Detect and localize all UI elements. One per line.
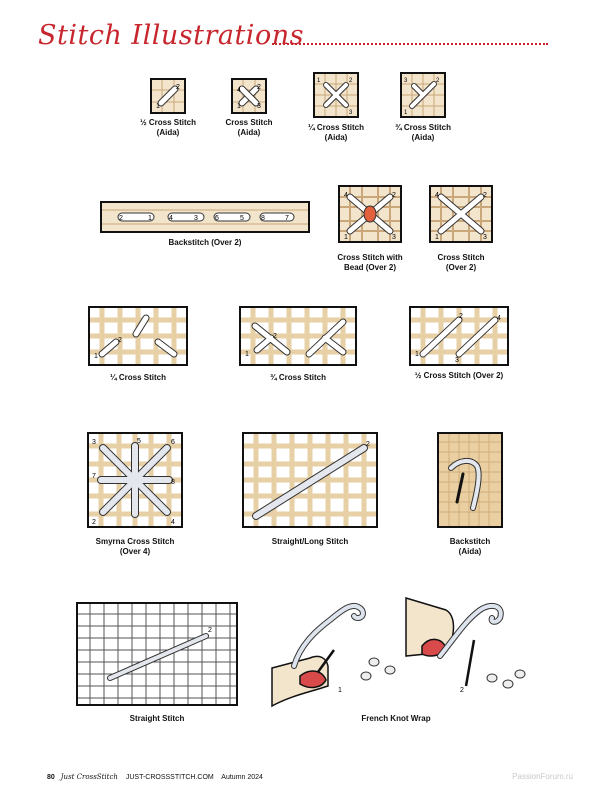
caption-straight-long: Straight/Long Stitch	[271, 537, 349, 546]
label-2: 2	[176, 84, 180, 91]
svg-text:2: 2	[349, 78, 353, 84]
caption-quarter-cross-aida: ¼ Cross Stitch (Aida)	[307, 123, 364, 142]
svg-text:2: 2	[366, 441, 370, 448]
magazine-brand: Just CrossStitch	[60, 773, 118, 781]
svg-text:3: 3	[404, 78, 408, 84]
svg-text:1: 1	[435, 234, 439, 241]
svg-text:1: 1	[148, 215, 152, 222]
half-cross-aida-illustration	[150, 78, 186, 114]
svg-text:2: 2	[392, 192, 396, 199]
page-footer	[47, 773, 263, 781]
svg-text:1: 1	[415, 351, 419, 358]
svg-text:5: 5	[137, 438, 141, 445]
caption-three-quarter-cross-linen: ¾ Cross Stitch	[269, 373, 326, 382]
page-number: 80	[47, 774, 55, 781]
svg-text:2: 2	[273, 333, 277, 340]
backstitch-over2-illustration	[100, 201, 310, 233]
caption-cross-aida: Cross Stitch (Aida)	[225, 118, 273, 137]
half-cross-over2-illustration	[409, 306, 509, 366]
svg-text:1: 1	[94, 353, 98, 360]
svg-text:6: 6	[215, 215, 219, 222]
svg-text:1: 1	[404, 110, 408, 116]
straight-stitch-illustration	[76, 602, 238, 706]
caption-quarter-cross-linen: ¼ Cross Stitch	[109, 373, 166, 382]
svg-text:3: 3	[194, 215, 198, 222]
title-dotted-rule	[272, 43, 548, 45]
svg-text:2: 2	[119, 215, 123, 222]
svg-text:4: 4	[497, 315, 501, 322]
svg-text:3: 3	[92, 439, 96, 446]
three-quarter-cross-aida-illustration	[400, 72, 446, 118]
svg-text:6: 6	[171, 439, 175, 446]
page-title: Stitch Illustrations	[38, 20, 304, 51]
straight-long-illustration	[242, 432, 378, 528]
caption-backstitch-over2: Backstitch (Over 2)	[168, 238, 242, 247]
svg-text:4: 4	[344, 192, 348, 199]
svg-text:1: 1	[344, 234, 348, 241]
svg-text:2: 2	[436, 78, 440, 84]
caption-cross-over2: Cross Stitch (Over 2)	[437, 253, 485, 272]
website-link[interactable]: JUST-CROSSSTITCH.COM	[125, 774, 214, 781]
caption-french-knot: French Knot Wrap	[361, 714, 431, 723]
svg-text:5: 5	[240, 215, 244, 222]
svg-text:3: 3	[257, 103, 261, 110]
cross-bead-over2-illustration	[338, 185, 402, 243]
svg-text:2: 2	[257, 84, 261, 91]
french-knot-illustration	[270, 596, 530, 708]
svg-text:4: 4	[169, 215, 173, 222]
issue-date: Autumn 2024	[221, 774, 263, 781]
svg-text:8: 8	[261, 215, 265, 222]
svg-text:2: 2	[483, 192, 487, 199]
svg-text:2: 2	[208, 627, 212, 634]
caption-half-cross-aida: ½ Cross Stitch (Aida)	[139, 118, 196, 137]
svg-text:4: 4	[237, 87, 241, 94]
three-quarter-cross-linen-illustration	[239, 306, 357, 366]
caption-half-cross-over2: ½ Cross Stitch (Over 2)	[414, 371, 504, 380]
smyrna-cross-illustration	[87, 432, 183, 528]
label-1: 1	[156, 103, 160, 110]
svg-text:3: 3	[349, 110, 353, 116]
backstitch-aida-illustration	[437, 432, 503, 528]
svg-text:1: 1	[237, 103, 241, 110]
svg-text:1: 1	[245, 351, 249, 358]
watermark: PassionForum.ru	[512, 772, 573, 781]
caption-straight-stitch: Straight Stitch	[129, 714, 185, 723]
svg-text:1: 1	[338, 687, 342, 694]
svg-text:2: 2	[460, 687, 464, 694]
svg-text:7: 7	[92, 473, 96, 480]
svg-text:4: 4	[171, 519, 175, 526]
caption-cross-bead-over2: Cross Stitch with Bead (Over 2)	[337, 253, 403, 272]
svg-text:3: 3	[483, 234, 487, 241]
svg-text:3: 3	[455, 357, 459, 364]
svg-text:1: 1	[317, 78, 321, 84]
quarter-cross-aida-illustration	[313, 72, 359, 118]
svg-text:4: 4	[435, 192, 439, 199]
svg-text:2: 2	[459, 313, 463, 320]
caption-three-quarter-cross-aida: ¾ Cross Stitch (Aida)	[394, 123, 451, 142]
svg-text:2: 2	[118, 337, 122, 344]
cross-aida-illustration	[231, 78, 267, 114]
caption-backstitch-aida: Backstitch (Aida)	[449, 537, 491, 556]
svg-text:8: 8	[171, 479, 175, 486]
quarter-cross-linen-illustration	[88, 306, 188, 366]
caption-smyrna-cross: Smyrna Cross Stitch (Over 4)	[95, 537, 175, 556]
cross-over2-illustration	[429, 185, 493, 243]
svg-text:2: 2	[92, 519, 96, 526]
svg-text:3: 3	[392, 234, 396, 241]
svg-text:7: 7	[285, 215, 289, 222]
